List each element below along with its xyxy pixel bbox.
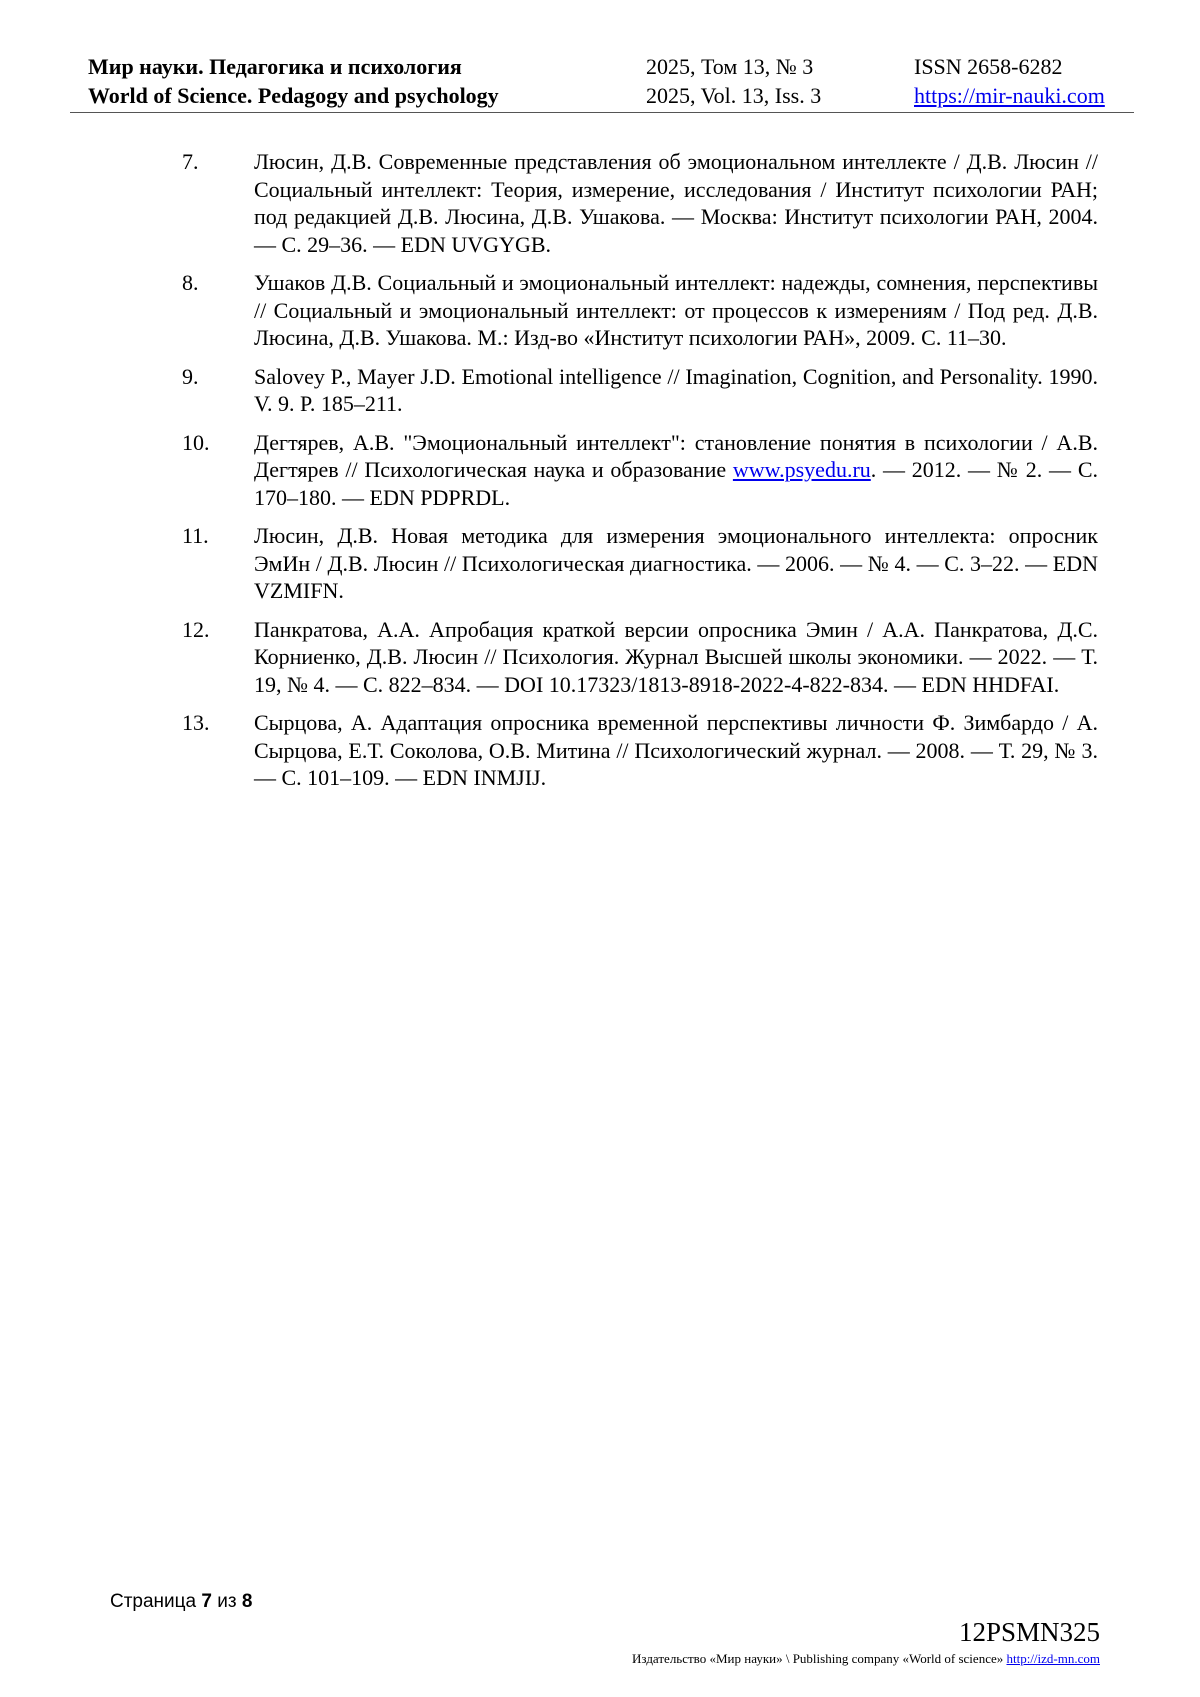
reference-text: Люсин, Д.В. Новая методика для измерения эмоционального интеллекта: опросник ЭмИн / Д.В. Люсин // Психологическая диагностика. — 2006. — № 4. — С. 3–22. — EDN VZMIFN.: [254, 523, 1098, 603]
reference-item: [182, 616, 1098, 699]
publisher-text: Издательство «Мир науки» \ Publishing company «World of science»: [632, 1651, 1007, 1666]
issue-en: 2025, Vol. 13, Iss. 3: [646, 83, 822, 108]
reference-item: [182, 709, 1098, 792]
journal-url-link[interactable]: https://mir-nauki.com: [914, 83, 1105, 108]
reference-item: [182, 363, 1098, 418]
article-code: 12PSMN325: [958, 1617, 1100, 1647]
reference-number: 7.: [182, 149, 199, 174]
issue-ru: 2025, Том 13, № 3: [646, 54, 814, 79]
reference-number: 10.: [182, 429, 210, 455]
issn: ISSN 2658-6282: [914, 54, 1063, 79]
reference-number: 13.: [182, 710, 210, 735]
reference-text: Ушаков Д.В. Социальный и эмоциональный интеллект: надежды, сомнения, перспективы // Социальный и эмоциональный интеллект: от процессов к измерениям / Под ред. Д.В. Люсина, Д.В. Ушакова. М.: Изд-во «Институт психологии РАН», 2009. С. 11–30.: [254, 270, 1098, 350]
reference-item: [182, 522, 1098, 605]
reference-item: [182, 148, 1098, 258]
reference-item: [182, 429, 1098, 512]
header-divider: [70, 112, 1134, 113]
reference-number: 12.: [182, 616, 210, 642]
reference-text: Панкратова, А.А. Апробация краткой версии опросника Эмин / А.А. Панкратова, Д.С. Корниенко, Д.В. Люсин // Психология. Журнал Высшей школы экономики. — 2022. — Т. 19, № 4. — С. 822–834. — DOI 10.17323/1813-8918-2022-4-822-834. — EDN HHDFAI.: [254, 616, 1098, 697]
reference-text: [254, 429, 1098, 512]
reference-text-part: . — 2012. — № 2. — С. 170–180. — EDN PDPRDL.: [254, 457, 1098, 510]
journal-header: [88, 52, 1118, 110]
reference-number: 9.: [182, 363, 199, 389]
reference-item: [182, 269, 1098, 352]
publisher-link[interactable]: http://izd-mn.com: [1006, 1651, 1100, 1666]
publisher-line: [632, 1651, 1100, 1667]
reference-text: Salovey P., Mayer J.D. Emotional intelligence // Imagination, Cognition, and Personality. 1990. V. 9. P. 185–211.: [254, 363, 1098, 416]
current-page: 7: [201, 1591, 212, 1612]
total-pages: 8: [241, 1591, 253, 1612]
psyedu-link[interactable]: www.psyedu.ru: [732, 457, 871, 482]
page-number: Страница 7 из 8: [110, 1591, 253, 1612]
reference-number: 11.: [182, 523, 209, 548]
journal-title-en: World of Science. Pedagogy and psychology: [88, 83, 499, 108]
journal-title-ru: Мир науки. Педагогика и психология: [88, 54, 462, 79]
reference-text-part: Дегтярев, А.В. "Эмоциональный интеллект": становление понятия в психологии / А.В. Дегтярев // Психологическая наука и образование: [254, 429, 1098, 482]
reference-number: 8.: [182, 270, 199, 295]
reference-text: Сырцова, А. Адаптация опросника временной перспективы личности Ф. Зимбардо / А. Сырцова, Е.Т. Соколова, О.В. Митина // Психологический журнал. — 2008. — Т. 29, № 3. — С. 101–109. — EDN INMJIJ.: [254, 710, 1098, 790]
reference-list: [182, 148, 1098, 803]
reference-text: Люсин, Д.В. Современные представления об эмоциональном интеллекте / Д.В. Люсин // Социальный интеллект: Теория, измерение, исследования / Институт психологии РАН; под редакцией Д.В. Люсина, Д.В. Ушакова. — Москва: Институт психологии РАН, 2004. — С. 29–36. — EDN UVGYGB.: [254, 149, 1098, 257]
